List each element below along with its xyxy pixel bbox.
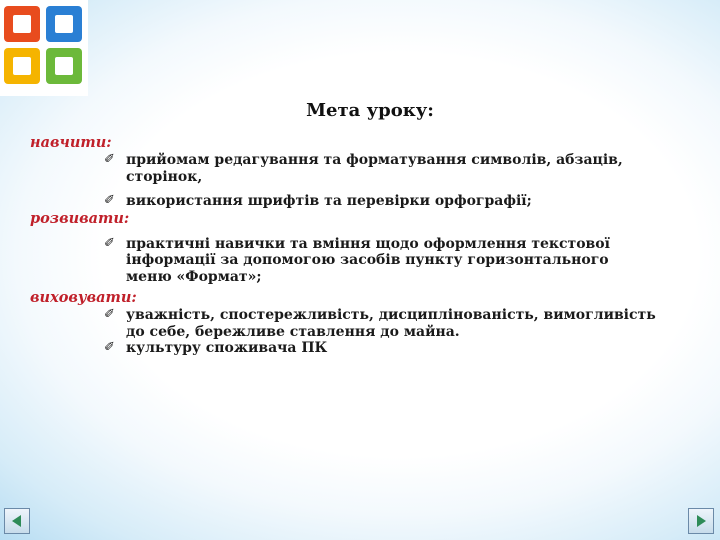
slide-title: Мета уроку: xyxy=(306,100,434,121)
pencil-bullet-icon: ✐ xyxy=(104,307,115,322)
section-heading-educate: виховувати: xyxy=(30,289,137,306)
list-item-line: практичні навички та вміння щодо оформлення текстової xyxy=(126,235,610,252)
list-item xyxy=(30,307,700,340)
list-item-line: уважність, спостережливість, дисциплінованість, вимогливість xyxy=(126,307,656,323)
slide-content xyxy=(30,134,700,357)
pencil-bullet-icon: ✐ xyxy=(104,235,115,251)
list-item-line: культуру споживача ПК xyxy=(126,340,328,356)
list-item-line: меню «Формат»; xyxy=(126,268,262,285)
pencil-bullet-icon: ✐ xyxy=(104,340,115,355)
list-item-line: сторінок, xyxy=(126,168,203,185)
section-heading-teach: навчити: xyxy=(30,134,112,151)
prev-slide-button[interactable] xyxy=(4,508,30,534)
office-logo-icon xyxy=(0,0,88,96)
list-item-line: використання шрифтів та перевірки орфографії; xyxy=(126,193,532,209)
arrow-right-icon xyxy=(693,513,709,529)
list-item-line: інформації за допомогою засобів пункту горизонтального xyxy=(126,252,609,268)
list-item-line: прийомам редагування та форматування символів, абзаців, xyxy=(126,152,623,168)
arrow-left-icon xyxy=(9,513,25,529)
list-item xyxy=(30,152,700,185)
list-item xyxy=(30,193,700,210)
next-slide-button[interactable] xyxy=(688,508,714,534)
pencil-bullet-icon: ✐ xyxy=(104,152,115,167)
list-item xyxy=(30,236,700,286)
section-heading-develop: розвивати: xyxy=(30,209,130,227)
pencil-bullet-icon: ✐ xyxy=(104,193,115,208)
list-item-line: до себе, бережливе ставлення до майна. xyxy=(126,323,460,340)
list-item xyxy=(30,340,700,357)
